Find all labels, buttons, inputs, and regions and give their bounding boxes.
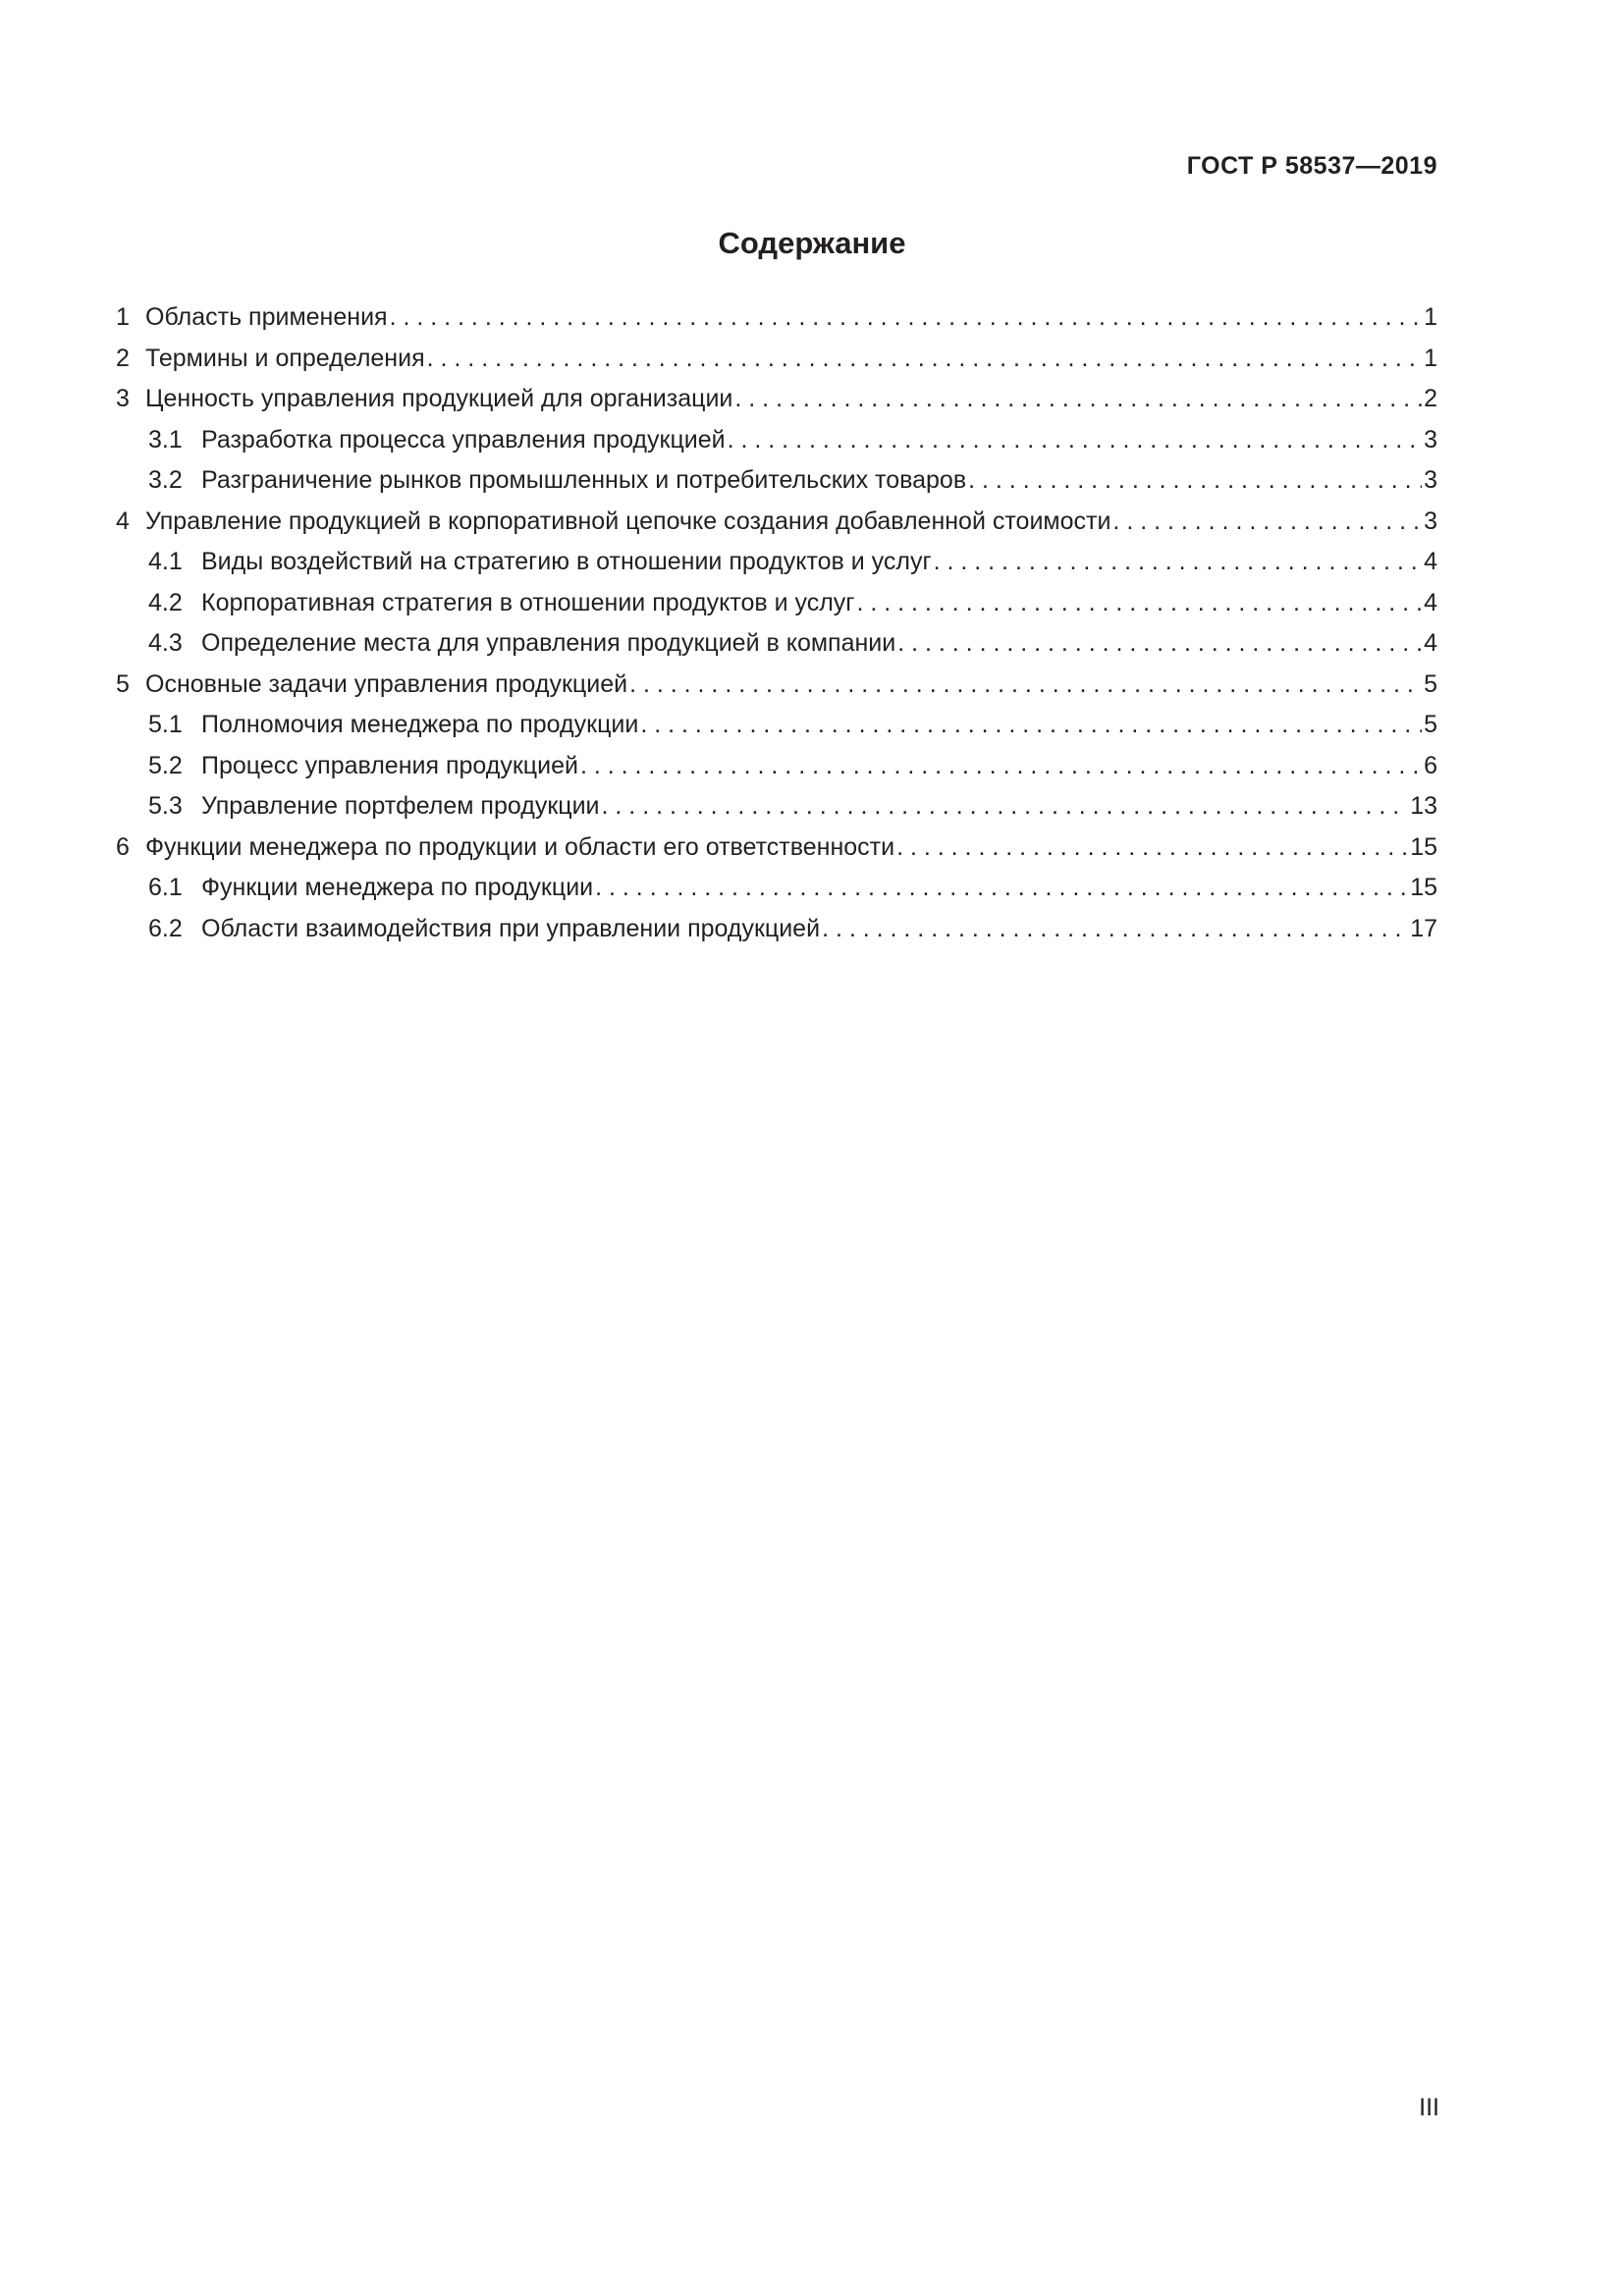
toc-dot-leader (390, 297, 1423, 339)
page-number: III (1419, 2094, 1439, 2121)
toc-entry-page: 3 (1424, 507, 1437, 535)
toc-entry-page: 3 (1424, 466, 1437, 494)
table-of-contents (116, 297, 1437, 949)
toc-entry-label: Область применения (145, 303, 388, 331)
toc-entry-label: Управление портфелем продукции (201, 792, 600, 820)
toc-dot-leader (896, 828, 1408, 869)
toc-entry-number: 3.1 (148, 425, 183, 454)
toc-dot-leader (595, 868, 1408, 909)
toc-entry-number: 1 (116, 303, 130, 331)
toc-entry[interactable] (116, 379, 1437, 420)
toc-entry-label: Корпоративная стратегия в отношении продуктов и услуг (201, 588, 855, 616)
toc-entry-label: Разработка процесса управления продукцией (201, 425, 726, 454)
toc-entry-page: 4 (1424, 588, 1437, 616)
toc-dot-leader (822, 909, 1408, 950)
toc-entry-number: 5.1 (148, 711, 183, 738)
toc-entry-page: 3 (1424, 425, 1437, 454)
toc-entry-number: 5.3 (148, 792, 183, 820)
toc-entry-page: 15 (1410, 874, 1437, 901)
toc-entry-number: 3 (116, 385, 130, 412)
toc-subentry[interactable] (116, 746, 1437, 787)
toc-entry-page: 5 (1424, 711, 1437, 738)
toc-entry[interactable] (116, 502, 1437, 543)
toc-entry-page: 5 (1424, 669, 1437, 698)
toc-entry-label: Определение места для управления продукцией в компании (201, 629, 896, 657)
toc-subentry[interactable] (116, 705, 1437, 746)
toc-dot-leader (856, 583, 1422, 624)
toc-subentry[interactable] (116, 460, 1437, 502)
toc-entry-number: 6.2 (148, 914, 183, 942)
toc-entry[interactable] (116, 297, 1437, 339)
toc-dot-leader (1112, 502, 1422, 543)
toc-subentry[interactable] (116, 623, 1437, 665)
toc-dot-leader (629, 665, 1422, 706)
toc-subentry[interactable] (116, 542, 1437, 583)
toc-entry-number: 2 (116, 344, 130, 372)
toc-subentry[interactable] (116, 420, 1437, 461)
toc-dot-leader (640, 705, 1422, 746)
toc-entry-label: Управление продукцией в корпоративной цепочке создания добавленной стоимости (145, 507, 1111, 535)
toc-dot-leader (427, 339, 1422, 380)
toc-entry[interactable] (116, 665, 1437, 706)
toc-title: Содержание (718, 226, 906, 260)
toc-subentry[interactable] (116, 583, 1437, 624)
toc-entry-page: 6 (1424, 751, 1437, 779)
toc-subentry[interactable] (116, 786, 1437, 828)
toc-entry-page: 17 (1410, 914, 1437, 942)
toc-entry-number: 6 (116, 832, 130, 861)
toc-subentry[interactable] (116, 868, 1437, 909)
toc-entry-label: Функции менеджера по продукции (201, 874, 594, 901)
toc-dot-leader (580, 746, 1422, 787)
toc-entry-label: Области взаимодействия при управлении продукцией (201, 914, 821, 942)
toc-entry-label: Разграничение рынков промышленных и потребительских товаров (201, 466, 967, 494)
toc-entry-page: 13 (1410, 792, 1437, 820)
toc-entry-page: 1 (1424, 344, 1437, 372)
toc-dot-leader (934, 542, 1423, 583)
toc-entry-number: 6.1 (148, 874, 183, 901)
toc-entry-page: 4 (1424, 629, 1437, 657)
toc-entry-label: Процесс управления продукцией (201, 751, 578, 779)
toc-subentry[interactable] (116, 909, 1437, 950)
toc-entry-label: Ценность управления продукцией для организации (145, 385, 733, 412)
toc-entry-page: 1 (1424, 303, 1437, 331)
document-code: ГОСТ Р 58537—2019 (1186, 152, 1437, 180)
toc-entry[interactable] (116, 828, 1437, 869)
toc-dot-leader (728, 420, 1422, 461)
toc-entry-number: 4.3 (148, 629, 183, 657)
toc-entry-label: Основные задачи управления продукцией (145, 669, 628, 698)
toc-entry-label: Термины и определения (145, 344, 425, 372)
toc-entry-page: 4 (1424, 548, 1437, 575)
toc-entry[interactable] (116, 339, 1437, 380)
toc-dot-leader (968, 460, 1422, 502)
toc-entry-number: 4.1 (148, 548, 183, 575)
toc-dot-leader (897, 623, 1422, 665)
toc-entry-number: 4 (116, 507, 130, 535)
toc-entry-number: 3.2 (148, 466, 183, 494)
toc-entry-number: 4.2 (148, 588, 183, 616)
toc-entry-number: 5.2 (148, 751, 183, 779)
toc-dot-leader (734, 379, 1422, 420)
toc-entry-page: 2 (1424, 385, 1437, 412)
toc-entry-label: Функции менеджера по продукции и области его ответственности (145, 832, 895, 861)
toc-entry-label: Виды воздействий на стратегию в отношении продуктов и услуг (201, 548, 932, 575)
toc-entry-page: 15 (1410, 832, 1437, 861)
toc-dot-leader (602, 786, 1409, 828)
toc-entry-label: Полномочия менеджера по продукции (201, 711, 639, 738)
toc-entry-number: 5 (116, 669, 130, 698)
